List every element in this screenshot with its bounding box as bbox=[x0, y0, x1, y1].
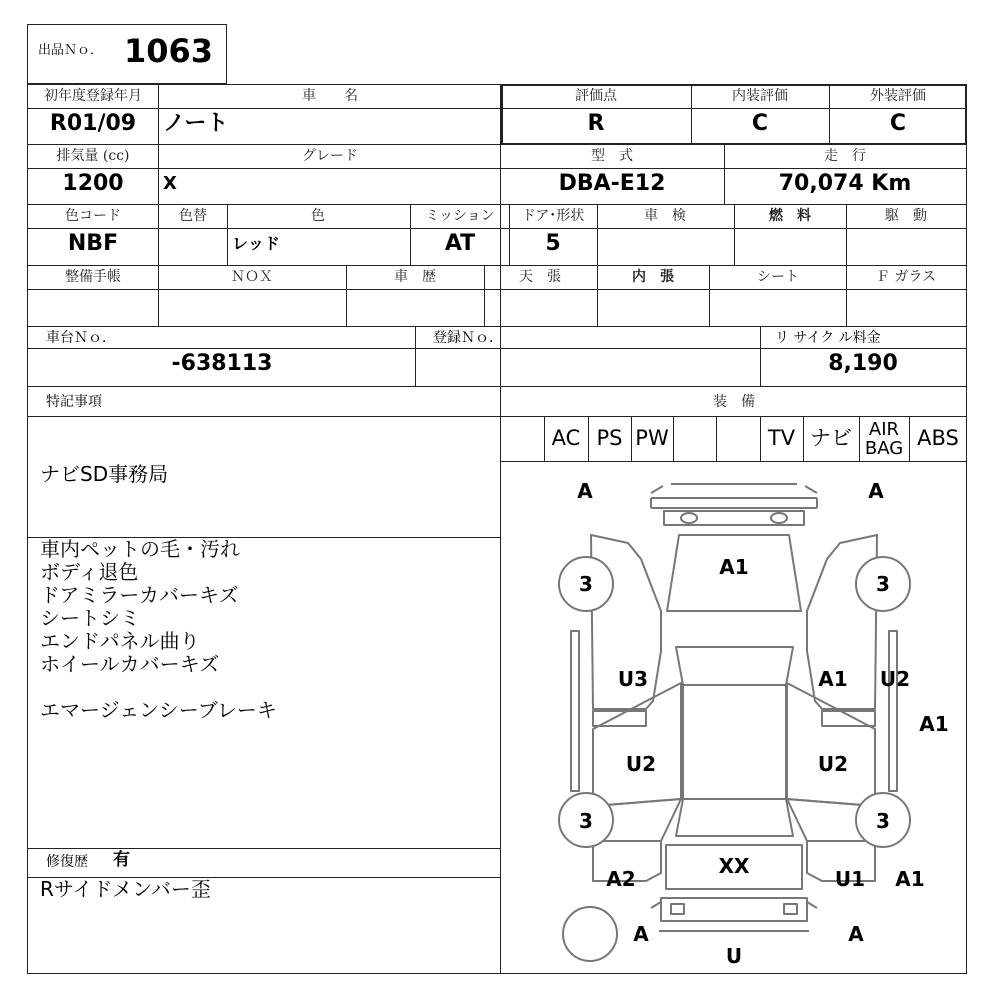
cc-value: 1200 bbox=[62, 171, 124, 196]
equipment-item: PW bbox=[635, 426, 669, 450]
interior-label: 内装評価 bbox=[732, 88, 788, 104]
car-name-value: ノート bbox=[163, 111, 229, 136]
variant-label: グレード bbox=[302, 148, 358, 164]
repair-text: Rサイドメンバー歪 bbox=[40, 877, 211, 901]
repaint-label: 色替 bbox=[179, 208, 207, 224]
model-value: DBA-E12 bbox=[558, 171, 666, 196]
mark-front-left-corner: A bbox=[577, 479, 593, 503]
maintenance-label: 整備手帳 bbox=[65, 269, 121, 285]
front-emblem-left bbox=[681, 513, 697, 523]
equipment-item: AIR BAG bbox=[864, 418, 904, 459]
exterior-label: 外装評価 bbox=[870, 88, 926, 104]
left-front-door-outline bbox=[593, 683, 681, 806]
lot-number: 1063 bbox=[124, 32, 214, 70]
exterior-value: C bbox=[889, 111, 907, 136]
recycle-label: リ サイク ル料金 bbox=[775, 330, 881, 346]
mark-wheel-front-left: 3 bbox=[579, 572, 593, 596]
reg-date-label: 初年度登録年月 bbox=[44, 88, 142, 104]
note-line: エマージェンシーブレーキ bbox=[40, 698, 277, 722]
repair-value: 有 bbox=[113, 850, 130, 870]
note-line bbox=[40, 676, 277, 699]
chassis-value: -638113 bbox=[171, 351, 273, 376]
fuel-label: 燃 料 bbox=[769, 208, 811, 224]
mark-wheel-rear-right: 3 bbox=[876, 809, 890, 833]
mission-label: ミッション bbox=[425, 208, 495, 224]
equipment-item bbox=[501, 416, 544, 461]
equipment-item: AC bbox=[551, 426, 581, 450]
front-emblem-right bbox=[771, 513, 787, 523]
recycle-value: 8,190 bbox=[828, 351, 898, 376]
mark-front-fender-right: U2 bbox=[879, 667, 911, 691]
note-line: ドアミラーカバーキズ bbox=[40, 583, 239, 607]
chassis-label: 車台Ｎｏ． bbox=[46, 330, 116, 346]
note-line: 車内ペットの毛・汚れ bbox=[40, 537, 240, 561]
mark-wheel-front-right: 3 bbox=[876, 572, 890, 596]
equipment-item: ABS bbox=[917, 426, 959, 450]
notes-text-1: ナビSD事務局 bbox=[40, 462, 169, 486]
registration-label: 登録Ｎｏ． bbox=[433, 330, 503, 346]
roof-label: 天 張 bbox=[519, 269, 561, 285]
mark-rear-quarter-right-outer: A1 bbox=[895, 867, 925, 891]
mark-rear-door-left: U2 bbox=[625, 752, 657, 776]
color-label: 色 bbox=[311, 208, 325, 224]
rear-glass-outline bbox=[676, 799, 793, 836]
equipment-item bbox=[716, 416, 760, 461]
left-sill-outline bbox=[571, 631, 579, 791]
notes-label: 特記事項 bbox=[46, 394, 102, 410]
equipment-item bbox=[673, 416, 716, 461]
inspection-label: 車 検 bbox=[644, 208, 686, 224]
mark-rear-hatch: XX bbox=[718, 854, 750, 878]
note-line: エンドパネル曲り bbox=[40, 629, 200, 653]
roof-outline bbox=[683, 685, 786, 799]
equipment-item: TV bbox=[767, 426, 796, 450]
mark-rear-door-right: U2 bbox=[817, 752, 849, 776]
nox-label: ＮＯＸ bbox=[231, 269, 273, 285]
note-line: シートシミ bbox=[40, 606, 140, 630]
drive-label: 駆 動 bbox=[885, 208, 927, 224]
model-label: 型 式 bbox=[591, 148, 633, 164]
right-sill-outline bbox=[889, 631, 897, 791]
mark-rear-quarter-left: A2 bbox=[606, 867, 636, 891]
mark-bonnet: A1 bbox=[719, 555, 749, 579]
variant-value: X bbox=[163, 173, 177, 194]
history-label: 車 歴 bbox=[394, 269, 436, 285]
mark-rear-bumper: U bbox=[725, 944, 743, 968]
note-line: ボディ退色 bbox=[40, 560, 139, 584]
seat-label: シート bbox=[757, 269, 799, 285]
mark-rear-left-corner: A bbox=[633, 922, 649, 946]
color-code-value: NBF bbox=[67, 231, 119, 256]
mileage-label: 走 行 bbox=[824, 148, 866, 164]
reg-date-value: R01/09 bbox=[49, 111, 137, 136]
mission-value: AT bbox=[444, 231, 476, 256]
equipment-item: PS bbox=[596, 426, 623, 450]
grade-value: R bbox=[587, 111, 605, 136]
glass-label: Ｆ ガラス bbox=[875, 269, 937, 285]
mark-rear-right-corner: A bbox=[848, 922, 864, 946]
grade-label: 評価点 bbox=[575, 88, 617, 104]
spare-wheel bbox=[563, 907, 617, 961]
car-name-label: 車 名 bbox=[302, 88, 358, 104]
mark-front-door-right: A1 bbox=[818, 667, 848, 691]
rear-bumper-outline bbox=[651, 898, 817, 921]
mark-front-door-left: U3 bbox=[617, 667, 649, 691]
doors-label: ドア･形状 bbox=[521, 208, 585, 224]
windshield-outline bbox=[676, 647, 793, 685]
right-front-door-outline bbox=[787, 683, 875, 806]
interior-value: C bbox=[751, 111, 769, 136]
rear-lamps-outline bbox=[671, 904, 797, 914]
mark-front-right-corner: A bbox=[868, 479, 884, 503]
doors-value: 5 bbox=[545, 231, 561, 256]
mileage-value: 70,074 Km bbox=[778, 171, 912, 196]
front-bumper-outline bbox=[651, 484, 817, 508]
mark-right-side: A1 bbox=[919, 712, 949, 736]
cc-label: 排気量 (cc) bbox=[56, 148, 130, 164]
note-line: ホイールカバーキズ bbox=[40, 652, 220, 676]
repair-label: 修復歴 bbox=[46, 854, 88, 870]
interior-trim-label: 内 張 bbox=[632, 269, 674, 285]
equipment-label: 装 備 bbox=[713, 394, 755, 410]
notes-list bbox=[40, 538, 277, 722]
color-code-label: 色コード bbox=[65, 208, 121, 224]
mark-wheel-rear-left: 3 bbox=[579, 809, 593, 833]
equipment-item: ナビ bbox=[810, 426, 852, 450]
car-diagram bbox=[501, 461, 967, 974]
lot-label: 出品Ｎｏ． bbox=[38, 43, 104, 58]
color-value: レッド bbox=[232, 234, 280, 253]
mark-rear-quarter-right: U1 bbox=[834, 867, 866, 891]
